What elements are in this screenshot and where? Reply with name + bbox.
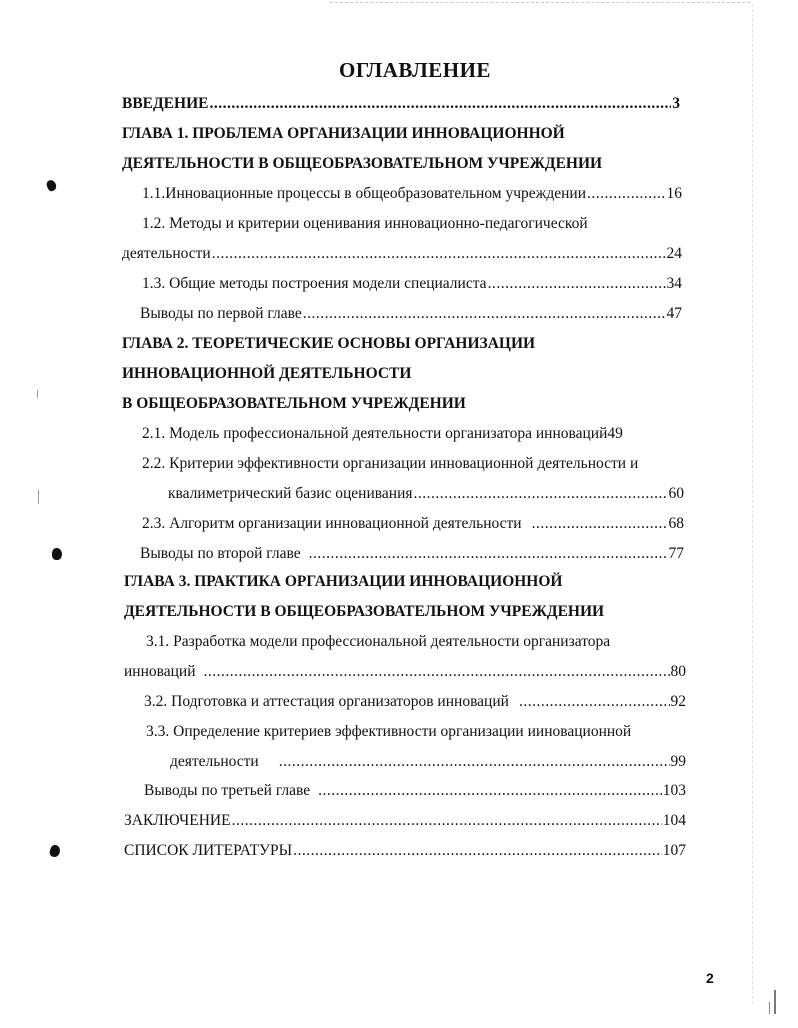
toc-entry-2-2-cont[interactable] — [168, 484, 684, 504]
toc-entry-ch3-summary[interactable] — [144, 781, 686, 801]
toc-page-number: 104 — [662, 812, 686, 829]
page-title: ОГЛАВЛЕНИЕ — [339, 58, 491, 82]
toc-entry-label: 1.1.Инновационные процессы в общеобразовательном учреждении — [142, 185, 586, 202]
leader-dots — [587, 184, 666, 204]
leader-dots — [414, 484, 668, 504]
leader-dots — [279, 752, 670, 772]
leader-dots — [212, 244, 666, 264]
toc-entry-3-1-cont[interactable] — [124, 662, 686, 682]
toc-entry-label: 2.3. Алгоритм организации инновационной деятельности — [142, 515, 522, 532]
toc-chapter-3-heading[interactable]: ДЕЯТЕЛЬНОСТИ В ОБЩЕОБРАЗОВАТЕЛЬНОМ УЧРЕЖДЕНИИ — [124, 603, 605, 620]
toc-entry-label: 1.3. Общие методы построения модели специалиста — [142, 275, 487, 292]
leader-dots — [488, 274, 666, 294]
leader-dots — [232, 811, 662, 831]
toc-entry-ch2-summary[interactable] — [140, 544, 684, 564]
toc-entry-label: инноваций — [124, 663, 196, 680]
scan-hole-mark — [52, 548, 62, 560]
page-number: 2 — [706, 970, 714, 986]
toc-entry-3-3[interactable]: 3.3. Определение критериев эффективности организации ииновационной — [146, 723, 632, 740]
scan-hole-mark — [49, 844, 62, 858]
toc-chapter-1-heading[interactable]: ДЕЯТЕЛЬНОСТИ В ОБЩЕОБРАЗОВАТЕЛЬНОМ УЧРЕЖДЕНИИ — [122, 155, 603, 172]
scan-edge-top — [330, 2, 750, 4]
toc-page-number: 60 — [668, 485, 684, 502]
toc-page-number: 77 — [668, 545, 684, 562]
toc-entry-label: ВВЕДЕНИЕ — [122, 95, 209, 112]
toc-chapter-2-heading[interactable]: ГЛАВА 2. ТЕОРЕТИЧЕСКИЕ ОСНОВЫ ОРГАНИЗАЦИИ — [122, 335, 536, 352]
toc-entry-label: деятельности — [122, 245, 211, 262]
leader-dots — [204, 662, 670, 682]
toc-entry-3-3-cont[interactable] — [170, 752, 686, 772]
leader-dots — [519, 692, 670, 712]
toc-entry-1-3[interactable] — [142, 274, 682, 294]
toc-entry-label: ЗАКЛЮЧЕНИЕ — [124, 812, 231, 829]
toc-page-number: 103 — [662, 782, 686, 799]
scan-speck — [37, 390, 38, 398]
scan-edge-right — [752, 4, 754, 1004]
leader-dots — [303, 304, 666, 324]
toc-entry-2-1[interactable]: 2.1. Модель профессиональной деятельности организатора инноваций49 — [142, 425, 623, 442]
toc-entry-label: Выводы по второй главе — [140, 545, 301, 562]
toc-page-number: 16 — [666, 185, 682, 202]
toc-chapter-1-heading[interactable]: ГЛАВА 1. ПРОБЛЕМА ОРГАНИЗАЦИИ ИННОВАЦИОННОЙ — [122, 125, 565, 142]
toc-entry-intro[interactable] — [122, 94, 680, 114]
toc-entry-3-1[interactable]: 3.1. Разработка модели профессиональной деятельности организатора — [146, 633, 611, 650]
scan-hole-mark — [45, 179, 57, 192]
toc-page-number: 3 — [672, 95, 680, 112]
toc-chapter-2-heading[interactable]: ИННОВАЦИОННОЙ ДЕЯТЕЛЬНОСТИ — [122, 365, 412, 382]
toc-entry-1-2-cont[interactable] — [122, 244, 682, 264]
toc-entry-label: Выводы по третьей главе — [144, 782, 311, 799]
toc-page-number: 47 — [666, 305, 682, 322]
toc-entry-label: квалиметрический базис оценивания — [168, 485, 413, 502]
leader-dots — [293, 841, 662, 861]
toc-entry-2-2[interactable]: 2.2. Критерии эффективности организации инновационной деятельности и — [142, 455, 639, 472]
toc-entry-label: деятельности — [170, 753, 259, 770]
toc-page-number: 92 — [670, 693, 686, 710]
leader-dots — [318, 781, 662, 801]
toc-entry-label: 3.2. Подготовка и аттестация организаторов инноваций — [144, 693, 509, 710]
toc-entry-conclusion[interactable] — [124, 811, 686, 831]
toc-chapter-3-heading[interactable]: ГЛАВА 3. ПРАКТИКА ОРГАНИЗАЦИИ ИННОВАЦИОННОЙ — [124, 573, 563, 590]
toc-entry-1-1[interactable] — [142, 184, 682, 204]
toc-entry-references[interactable] — [124, 841, 686, 861]
scan-speck — [774, 990, 776, 1014]
toc-entry-label: Выводы по первой главе — [140, 305, 302, 322]
toc-entry-label: СПИСОК ЛИТЕРАТУРЫ — [124, 842, 293, 859]
toc-entry-3-2[interactable] — [144, 692, 686, 712]
toc-entry-2-3[interactable] — [142, 514, 684, 534]
toc-page-number: 99 — [670, 753, 686, 770]
toc-entry-1-2[interactable]: 1.2. Методы и критерии оценивания инновационно-педагогической — [142, 215, 588, 232]
toc-page-number: 68 — [668, 515, 684, 532]
scan-speck — [38, 490, 39, 504]
toc-entry-ch1-summary[interactable] — [140, 304, 682, 324]
leader-dots — [309, 544, 668, 564]
toc-page-number: 107 — [662, 842, 686, 859]
toc-page-number: 80 — [670, 663, 686, 680]
scan-speck — [769, 1002, 770, 1014]
leader-dots — [532, 514, 668, 534]
toc-chapter-2-heading[interactable]: В ОБЩЕОБРАЗОВАТЕЛЬНОМ УЧРЕЖДЕНИИ — [122, 395, 466, 412]
leader-dots — [209, 94, 671, 114]
toc-page-number: 24 — [666, 245, 682, 262]
toc-page-number: 34 — [666, 275, 682, 292]
